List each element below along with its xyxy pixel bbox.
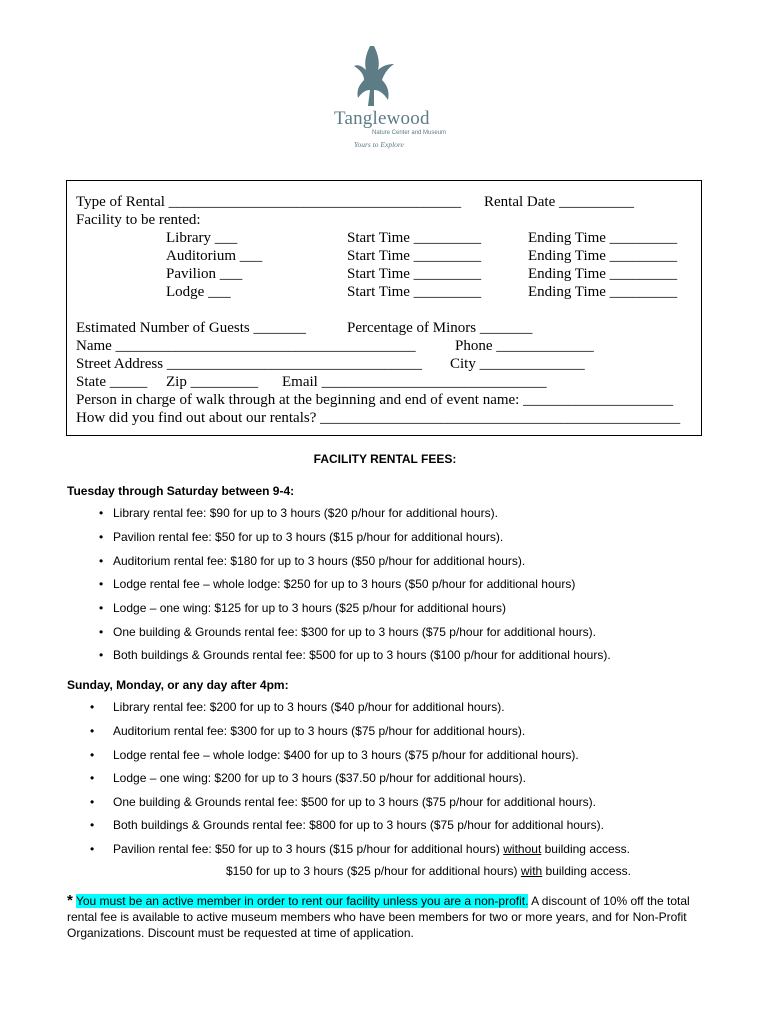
bullet-icon: • (99, 554, 104, 568)
facility-auditorium-field[interactable]: Auditorium ___ (166, 248, 263, 264)
list-item: Lodge rental fee – whole lodge: $250 for up to 3 hours ($50 p/hour for additional hours) (113, 577, 576, 591)
pavilion-fee-line-2: $150 for up to 3 hours ($25 p/hour for additional hours) with building access. (226, 864, 631, 878)
list-item: Both buildings & Grounds rental fee: $500 for up to 3 hours ($100 p/hour for additional hours). (113, 648, 611, 662)
list-item: One building & Grounds rental fee: $300 for up to 3 hours ($75 p/hour for additional hours). (113, 625, 596, 639)
facility-label: Facility to be rented: (76, 212, 201, 228)
membership-note (67, 893, 707, 941)
bullet-icon: • (90, 771, 95, 785)
type-of-rental-field[interactable]: Type of Rental _______________________________________ (76, 194, 462, 210)
logo-name: Tanglewood (334, 108, 430, 129)
discount-text: A discount of 10% off the total rental fee is available to active museum members who have been members for two or more years, and for Non-Profit Organizations. Discount must be requested at time of application. (67, 894, 690, 940)
logo-subtitle: Nature Center and Museum (372, 130, 447, 136)
pavilion-fee-line-1: Pavilion rental fee: $50 for up to 3 hours ($15 p/hour for additional hours) without building access. (113, 842, 630, 856)
lodge-end-time-field[interactable]: Ending Time _________ (528, 284, 678, 300)
bullet-icon: • (90, 748, 95, 762)
guests-field[interactable]: Estimated Number of Guests _______ (76, 320, 306, 336)
bullet-icon: • (99, 601, 104, 615)
pavilion-start-time-field[interactable]: Start Time _________ (347, 266, 482, 282)
list-item: Library rental fee: $90 for up to 3 hours ($20 p/hour for additional hours). (113, 506, 498, 520)
list-item: Both buildings & Grounds rental fee: $800 for up to 3 hours ($75 p/hour for additional hours). (113, 818, 604, 832)
street-address-field[interactable]: Street Address __________________________________ (76, 356, 422, 372)
list-item: Lodge – one wing: $200 for up to 3 hours ($37.50 p/hour for additional hours). (113, 771, 526, 785)
library-start-time-field[interactable]: Start Time _________ (347, 230, 482, 246)
bullet-icon: • (90, 724, 95, 738)
bullet-icon: • (99, 648, 104, 662)
rental-form (66, 180, 702, 436)
state-field[interactable]: State _____ (76, 374, 148, 390)
tanglewood-logo (330, 44, 450, 152)
bullet-icon: • (90, 795, 95, 809)
bullet-icon: • (99, 625, 104, 639)
minors-field[interactable]: Percentage of Minors _______ (347, 320, 533, 336)
list-item: Pavilion rental fee: $50 for up to 3 hours ($15 p/hour for additional hours). (113, 530, 504, 544)
library-end-time-field[interactable]: Ending Time _________ (528, 230, 678, 246)
bullet-icon: • (99, 577, 104, 591)
bullet-icon: • (99, 530, 104, 544)
phone-field[interactable]: Phone _____________ (455, 338, 594, 354)
list-item: Library rental fee: $200 for up to 3 hours ($40 p/hour for additional hours). (113, 700, 505, 714)
facility-library-field[interactable]: Library ___ (166, 230, 238, 246)
list-item: Lodge – one wing: $125 for up to 3 hours ($25 p/hour for additional hours) (113, 601, 506, 615)
name-field[interactable]: Name ________________________________________ (76, 338, 416, 354)
list-item: Lodge rental fee – whole lodge: $400 for up to 3 hours ($75 p/hour for additional hours). (113, 748, 579, 762)
person-in-charge-field[interactable]: Person in charge of walk through at the beginning and end of event name: ____________________ (76, 392, 674, 408)
weekday-heading: Tuesday through Saturday between 9-4: (67, 484, 295, 498)
lodge-start-time-field[interactable]: Start Time _________ (347, 284, 482, 300)
bullet-icon: • (90, 818, 95, 832)
city-field[interactable]: City ______________ (450, 356, 585, 372)
weekend-heading: Sunday, Monday, or any day after 4pm: (67, 678, 289, 692)
zip-field[interactable]: Zip _________ (166, 374, 259, 390)
email-field[interactable]: Email ______________________________ (282, 374, 547, 390)
bullet-icon: • (99, 506, 104, 520)
highlighted-requirement: You must be an active member in order to rent our facility unless you are a non-profit. (75, 894, 529, 908)
facility-pavilion-field[interactable]: Pavilion ___ (166, 266, 243, 282)
bullet-icon: • (90, 842, 95, 856)
logo-tagline: Yours to Explore (354, 140, 404, 149)
facility-lodge-field[interactable]: Lodge ___ (166, 284, 231, 300)
rental-date-field[interactable]: Rental Date __________ (484, 194, 634, 210)
list-item: One building & Grounds rental fee: $500 for up to 3 hours ($75 p/hour for additional hours). (113, 795, 596, 809)
list-item: Auditorium rental fee: $180 for up to 3 hours ($50 p/hour for additional hours). (113, 554, 526, 568)
asterisk: * (67, 892, 73, 909)
eagle-icon (340, 44, 406, 110)
how-found-field[interactable]: How did you find out about our rentals? ________________________________________________ (76, 410, 681, 426)
auditorium-end-time-field[interactable]: Ending Time _________ (528, 248, 678, 264)
bullet-icon: • (90, 700, 95, 714)
fees-title: FACILITY RENTAL FEES: (313, 452, 457, 466)
pavilion-end-time-field[interactable]: Ending Time _________ (528, 266, 678, 282)
list-item: Auditorium rental fee: $300 for up to 3 hours ($75 p/hour for additional hours). (113, 724, 526, 738)
auditorium-start-time-field[interactable]: Start Time _________ (347, 248, 482, 264)
